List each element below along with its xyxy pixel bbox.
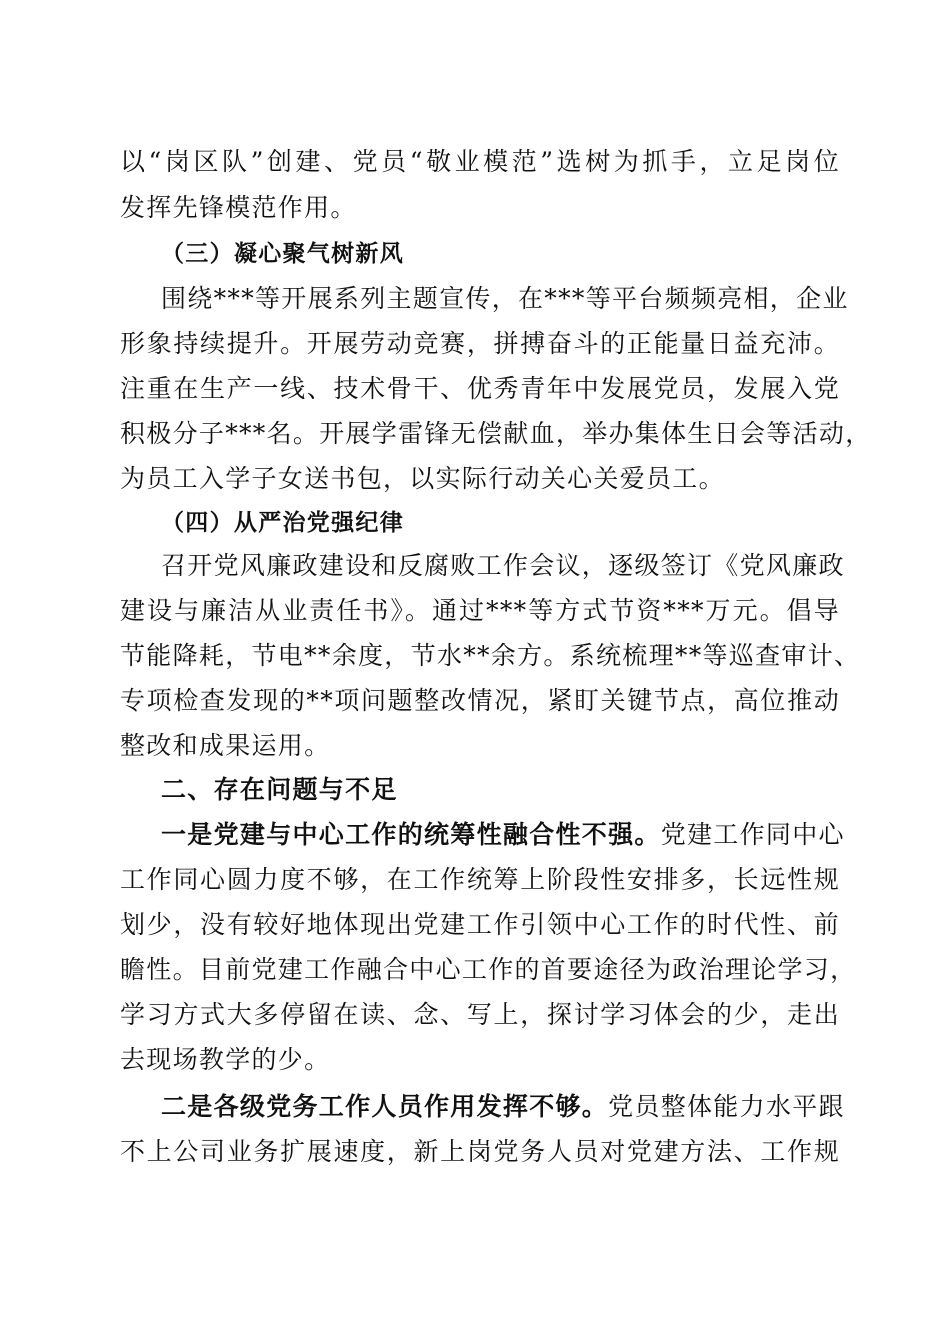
paragraph-line: 不上公司业务扩展速度，新上岗党务人员对党建方法、工作规: [120, 1137, 840, 1166]
paragraph-line: 专项检查发现的**项问题整改情况，紧盯关键节点，高位推动: [120, 686, 840, 715]
paragraph-text: 党员整体能力水平跟: [608, 1092, 845, 1121]
paragraph-line: 积极分子***名。开展学雷锋无偿献血，举办集体生日会等活动，: [120, 419, 872, 448]
subsection-heading-4: （四）从严治党强纪律: [161, 510, 404, 536]
paragraph-line: 发挥先锋模范作用。: [120, 193, 357, 222]
paragraph-line: [161, 820, 845, 850]
paragraph-line: 整改和成果运用。: [120, 731, 331, 760]
paragraph-line: 注重在生产一线、技术骨干、优秀青年中发展党员，发展入党: [120, 374, 840, 403]
paragraph-line: 瞻性。目前党建工作融合中心工作的首要途径为政治理论学习，: [120, 955, 857, 984]
paragraph-text: 党建工作同中心: [660, 820, 845, 849]
paragraph-lead: 一是党建与中心工作的统筹性融合性不强。: [161, 820, 661, 849]
paragraph-line: 形象持续提升。开展劳动竞赛，拼搏奋斗的正能量日益充沛。: [120, 329, 840, 358]
paragraph-lead: 二是各级党务工作人员作用发挥不够。: [161, 1092, 609, 1121]
paragraph-line: 学习方式大多停留在读、念、写上，探讨学习体会的少，走出: [120, 1000, 840, 1029]
paragraph-line: 去现场教学的少。: [120, 1045, 331, 1074]
paragraph-line: 以“岗区队”创建、党员“敬业模范”选树为抓手，立足岗位: [120, 147, 840, 176]
paragraph-line: 为员工入学子女送书包，以实际行动关心关爱员工。: [120, 464, 725, 493]
paragraph-line: 划少，没有较好地体现出党建工作引领中心工作的时代性、前: [120, 910, 840, 939]
paragraph-line: 围绕***等开展系列主题宣传，在***等平台频频亮相，企业: [161, 284, 849, 313]
subsection-heading-3: （三）凝心聚气树新风: [161, 241, 404, 267]
paragraph-line: 工作同心圆力度不够，在工作统筹上阶段性安排多，长远性规: [120, 865, 840, 894]
paragraph-line: 建设与廉洁从业责任书》。通过***等方式节资***万元。倡导: [120, 596, 840, 625]
paragraph-line: 节能降耗，节电**余度，节水**余方。系统梳理**等巡查审计、: [120, 641, 861, 670]
paragraph-line: [161, 1092, 845, 1122]
paragraph-line: 召开党风廉政建设和反腐败工作会议，逐级签订《党风廉政: [161, 551, 845, 580]
section-heading-2: 二、存在问题与不足: [161, 775, 398, 804]
